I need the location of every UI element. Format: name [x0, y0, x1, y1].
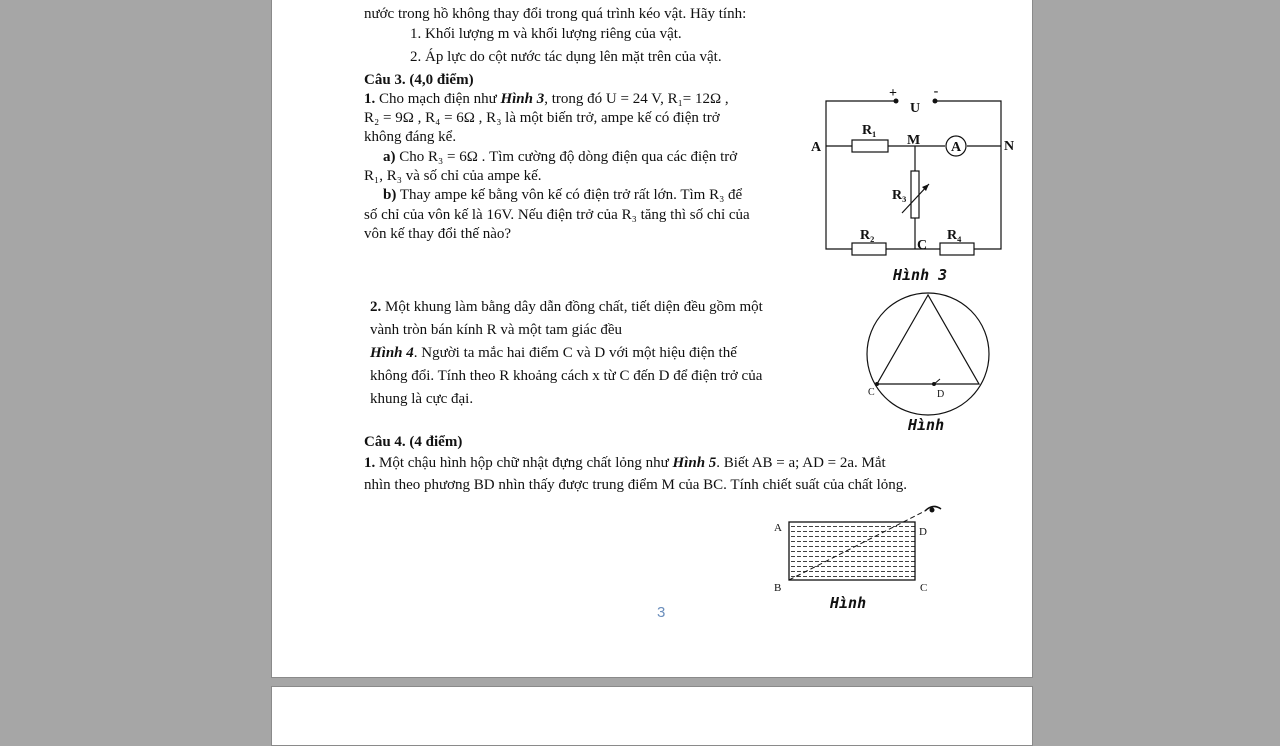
q3-part2-line5: khung là cực đại.: [370, 391, 474, 407]
q3-a-label: a): [383, 149, 396, 165]
q4-part1-line1: [364, 454, 886, 473]
q3-b-text: Thay ampe kế bằng vôn kế có điện trở rất lớn. Tìm R₃ để: [396, 187, 743, 203]
label-plus: +: [889, 86, 897, 101]
intro-line: nước trong hồ không thay đổi trong quá trình kéo vật. Hãy tính:: [364, 6, 747, 22]
q3-a-line1: [383, 148, 737, 167]
q3-part2-line1: [370, 298, 763, 317]
label-point-c: C: [868, 387, 875, 398]
ring: [867, 293, 989, 415]
q3-part2-number: 2.: [370, 299, 382, 315]
q3-part2-line3: [370, 344, 737, 363]
figure-3-caption: Hình 3: [893, 266, 948, 284]
task-item-2: 2. Áp lực do cột nước tác dụng lên mặt trên của vật.: [410, 49, 722, 65]
task-item-1: 1. Khối lượng m và khối lượng riêng của vật.: [410, 26, 682, 42]
circle-triangle-diagram: [857, 291, 992, 416]
container-liquid: [789, 522, 915, 580]
q3-figure-ref: Hình 3: [500, 91, 545, 107]
q4-part1-line2: nhìn theo phương BD nhìn thấy được trung điểm M của BC. Tính chiết suất của chất lỏng.: [364, 477, 908, 493]
q4-part1-number: 1.: [364, 455, 376, 471]
label-minus: -: [933, 84, 939, 99]
label-corner-c: C: [920, 582, 928, 594]
next-page: [271, 686, 1033, 746]
label-a: A: [811, 140, 822, 155]
q3-part2-text-3: . Người ta mắc hai điểm C và D với một hiệu điện thế: [413, 345, 737, 361]
q3-part2-line4: không đổi. Tính theo R khoảng cách x từ C đến D để điện trở của: [370, 368, 763, 384]
label-corner-d: D: [919, 526, 927, 538]
q3-a-line2: R₁, R₃ và số chỉ của ampe kế.: [364, 168, 542, 184]
label-r1: R₁: [862, 123, 877, 138]
figure-4-caption: Hình: [908, 416, 945, 434]
eye-pupil: [930, 508, 935, 513]
q3-part1-line2: R₂ = 9Ω , R₄ = 6Ω , R₃ là một biến trở, ampe kế có điện trở: [364, 110, 720, 126]
q3-part1-number: 1.: [364, 91, 376, 107]
label-r3: R₃: [892, 188, 907, 203]
q4-figure-ref: Hình 5: [672, 455, 717, 471]
q3-b-line1: [383, 186, 742, 205]
label-point-d: D: [937, 389, 945, 400]
q3-part2-line2: vành tròn bán kính R và một tam giác đều: [370, 322, 623, 338]
resistor-r3: [911, 171, 919, 218]
resistor-r4: [940, 243, 974, 255]
point-c: [875, 382, 879, 386]
label-corner-a: A: [774, 522, 782, 534]
q3-part1-text-a: Cho mạch điện như: [375, 91, 501, 107]
figure-5-caption: Hình: [830, 594, 867, 612]
label-r2: R₂: [860, 228, 875, 243]
page-number: 3: [657, 604, 666, 621]
document-page: [271, 0, 1033, 678]
q3-b-label: b): [383, 187, 397, 203]
liquid-container-diagram: [767, 499, 957, 599]
q3-b-line3: vôn kế thay đổi thế nào?: [364, 226, 512, 242]
label-u: U: [909, 101, 921, 116]
ammeter-label: A: [950, 140, 962, 155]
q3-part2-text: Một khung làm bằng dây dẫn đồng chất, tiết diện đều gồm một: [381, 299, 763, 315]
q3-b-line2: số chỉ của vôn kế là 16V. Nếu điện trở của R₃ tăng thì số chỉ của: [364, 207, 750, 223]
resistor-r1: [852, 140, 888, 152]
resistor-r2: [852, 243, 886, 255]
q4-part1-text-a: Một chậu hình hộp chữ nhật đựng chất lỏng như: [375, 455, 673, 471]
label-corner-b: B: [774, 582, 782, 594]
q3-part1-line1: [364, 90, 729, 109]
q3-part2-figure-ref: Hình 4: [370, 345, 414, 361]
label-m: M: [907, 133, 921, 148]
q3-part1-text-b: , trong đó U = 24 V, R₁= 12Ω ,: [544, 91, 729, 107]
label-r4: R₄: [947, 228, 962, 243]
equilateral-triangle: [877, 295, 979, 384]
q3-part1-line3: không đáng kể.: [364, 129, 457, 145]
terminal-minus: [933, 99, 938, 104]
question-4-title: Câu 4. (4 điểm): [364, 434, 463, 450]
label-c: C: [917, 238, 928, 253]
circuit-diagram: [802, 81, 1022, 261]
label-n: N: [1004, 139, 1015, 154]
q4-part1-text-b: . Biết AB = a; AD = 2a. Mắt: [716, 455, 886, 471]
q3-a-text: Cho R₃ = 6Ω . Tìm cường độ dòng điện qua các điện trở: [395, 149, 738, 165]
question-3-title: Câu 3. (4,0 điểm): [364, 72, 474, 88]
